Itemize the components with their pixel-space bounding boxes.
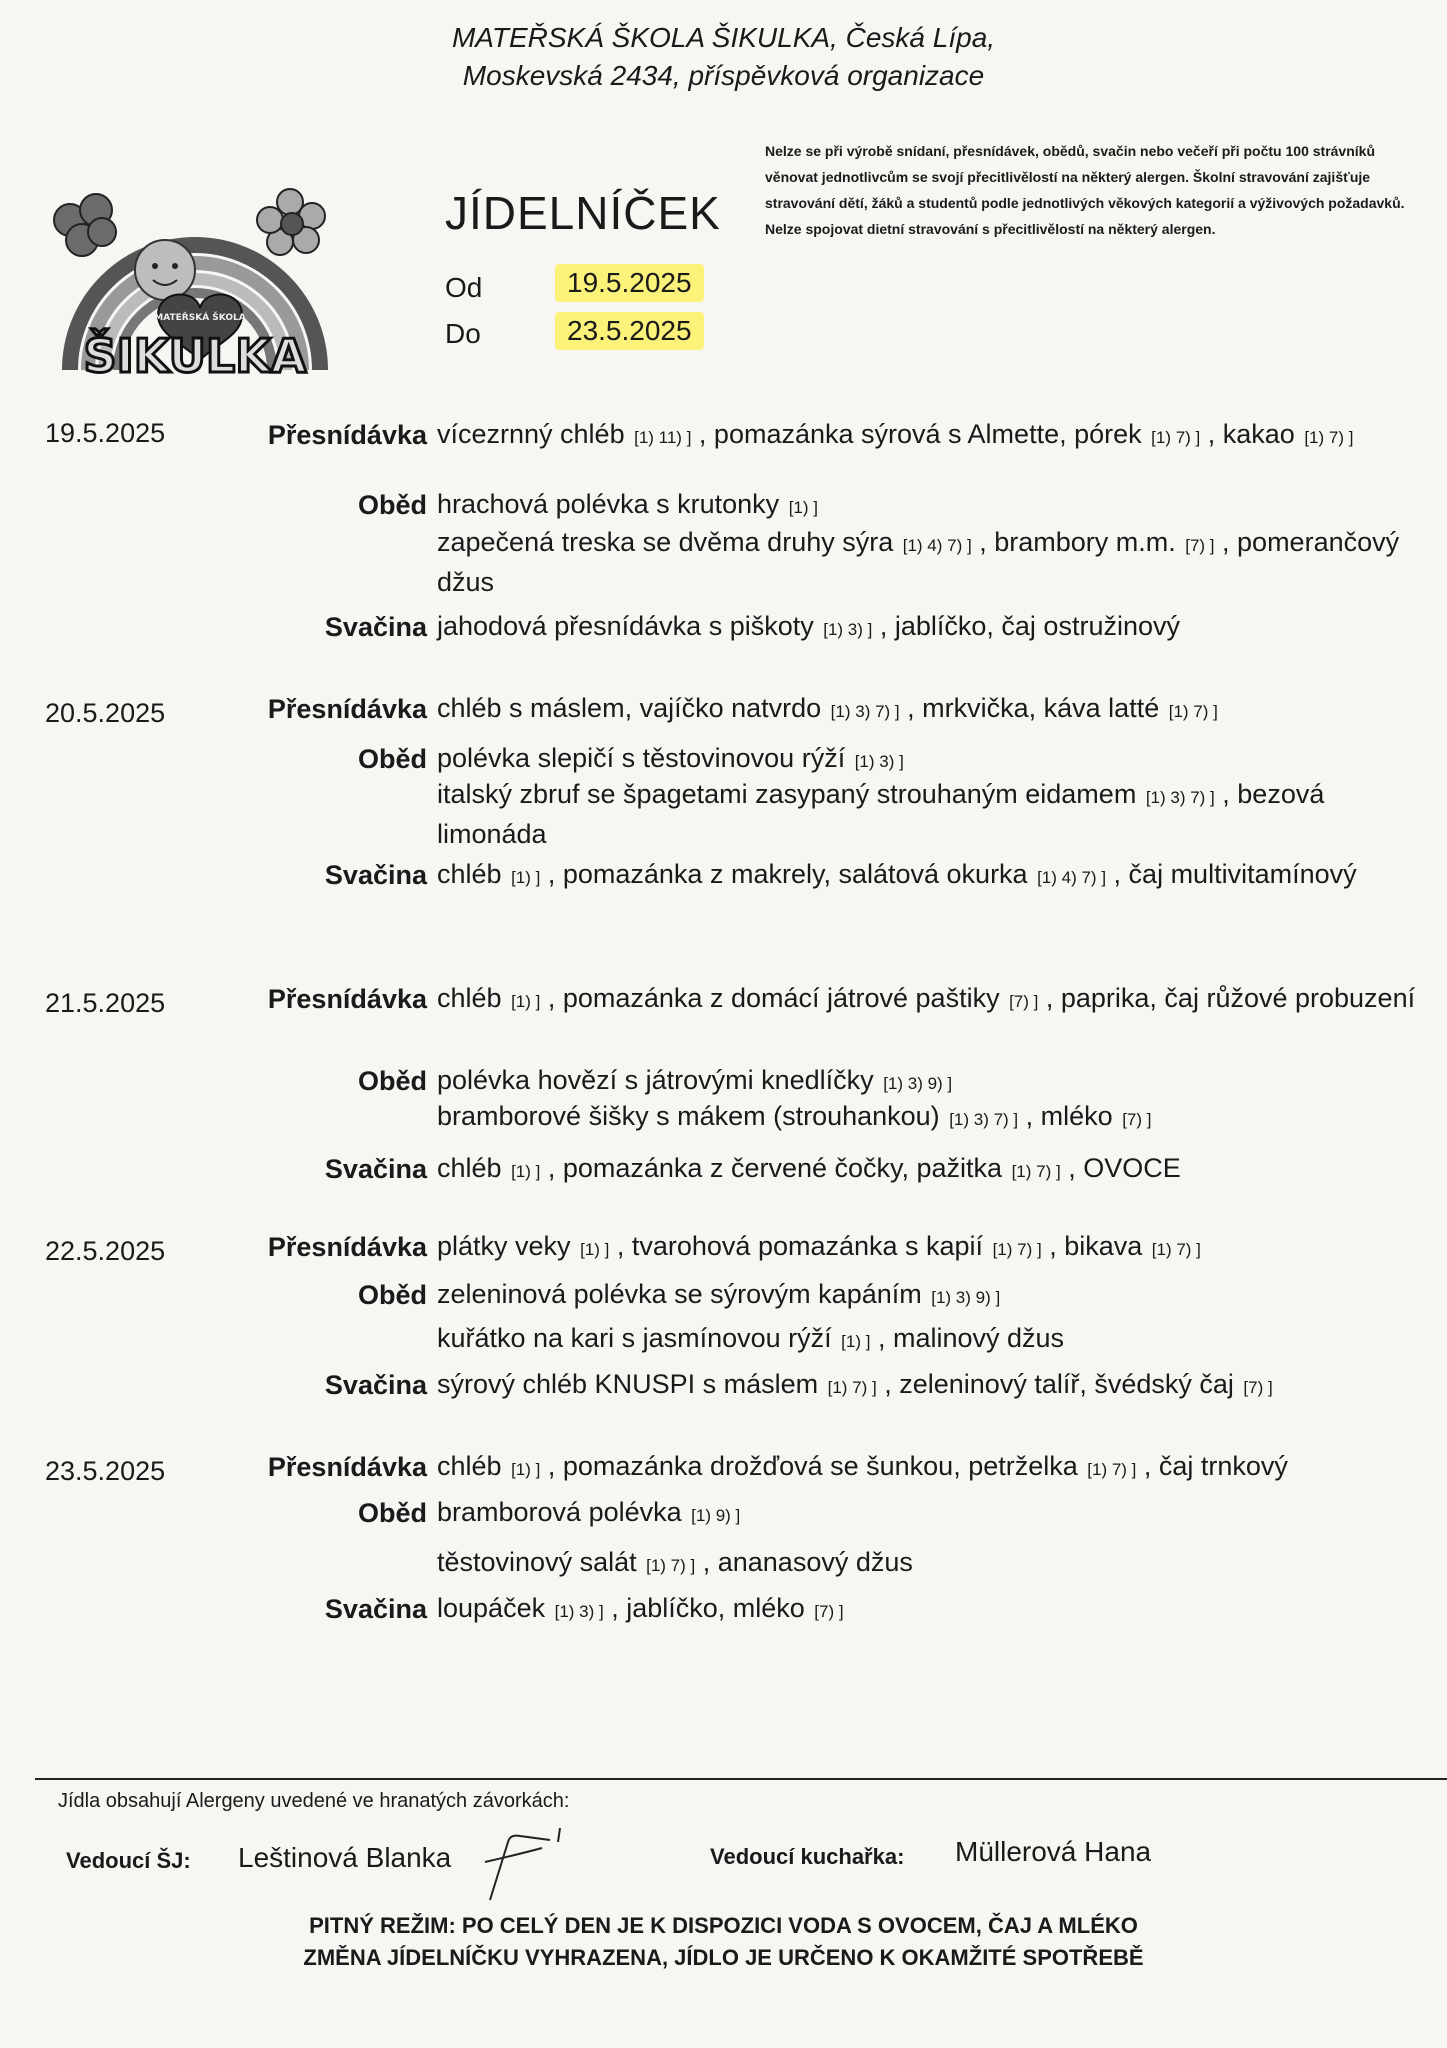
allergen-codes: [1) 3) 7) ]	[949, 1110, 1019, 1129]
allergen-codes: [1) 3) 9) ]	[931, 1288, 1001, 1307]
food-text: kuřátko na kari s jasmínovou rýží	[437, 1323, 840, 1353]
signature	[480, 1822, 570, 1902]
food-text: , zeleninový talíř, švédský čaj	[876, 1369, 1242, 1399]
allergen-codes: [1) 7) ]	[1087, 1460, 1137, 1479]
meal-label-svacina: Svačina	[324, 1594, 427, 1624]
food-text: , čaj multivitamínový	[1106, 859, 1357, 889]
date-from-value: 19.5.2025	[555, 264, 704, 302]
allergen-notice: Nelze se při výrobě snídaní, přesnídávek, obědů, svačin nebo večeří při počtu 100 strávníků věnovat jednotlivcům se svojí přecitlivělostí na některý alergen. Školní stravování zajišťuje stravování dětí, žáků a studentů podle jednotlivých věkových kategorií a výživových požadavků. Nelze spojovat dietní stravování s přecitlivělostí na některý alergen.	[765, 143, 1405, 237]
meal-label-obed: Oběd	[357, 1498, 427, 1528]
obed-main	[437, 1320, 1427, 1360]
presnidavka-items	[437, 416, 1427, 456]
obed-main	[437, 776, 1427, 852]
allergen-codes: [7) ]	[1122, 1110, 1152, 1129]
food-text: chléb	[437, 983, 510, 1013]
meal-label-presnidavka: Přesnídávka	[267, 984, 427, 1014]
food-text: chléb	[437, 1153, 510, 1183]
school-name-line2: Moskevská 2434, příspěvková organizace	[462, 60, 985, 91]
presnidavka-items	[437, 980, 1427, 1020]
svacina-items	[437, 856, 1427, 896]
lead-name: Leštinová Blanka	[238, 1842, 452, 1873]
food-text: , OVOCE	[1060, 1153, 1181, 1183]
cook-label: Vedoucí kuchařka:	[710, 1844, 905, 1869]
allergen-codes: [7) ]	[1243, 1378, 1273, 1397]
page-title: JÍDELNÍČEK	[445, 187, 721, 239]
food-text: chléb s máslem, vajíčko natvrdo	[437, 693, 829, 723]
meal-label-presnidavka: Přesnídávka	[267, 420, 427, 450]
allergen-codes: [7) ]	[814, 1602, 844, 1621]
allergen-codes: [1) ]	[841, 1332, 871, 1351]
meal-label-obed: Oběd	[357, 1280, 427, 1310]
allergen-codes: [1) ]	[511, 1162, 541, 1181]
allergen-codes: [1) 3) 9) ]	[883, 1074, 953, 1093]
obed-soup	[437, 740, 1427, 780]
allergen-codes: [1) 3) 7) ]	[830, 702, 900, 721]
allergen-codes: [1) 7) ]	[1168, 702, 1218, 721]
food-text: italský zbruf se špagetami zasypaný strouhaným eidamem	[437, 779, 1144, 809]
food-text: těstovinový salát	[437, 1547, 645, 1577]
food-text: , pomerančový džus	[437, 527, 1400, 597]
food-text: , mléko	[1018, 1101, 1121, 1131]
meal-label-obed: Oběd	[357, 490, 427, 520]
food-text: , čaj trnkový	[1136, 1451, 1288, 1481]
allergen-codes: [1) 7) ]	[1304, 428, 1354, 447]
meal-label-presnidavka: Přesnídávka	[267, 1452, 427, 1482]
food-text: sýrový chléb KNUSPI s máslem	[437, 1369, 826, 1399]
logo-text: ŠIKULKA	[83, 329, 307, 380]
food-text: , mrkvička, káva latté	[899, 693, 1167, 723]
day-date: 19.5.2025	[45, 418, 166, 448]
food-text: , tvarohová pomazánka s kapií	[609, 1231, 991, 1261]
day-date: 20.5.2025	[45, 698, 166, 728]
cook-name: Müllerová Hana	[955, 1836, 1152, 1867]
allergen-codes: [1) ]	[511, 1460, 541, 1479]
food-text: , jablíčko, mléko	[603, 1593, 813, 1623]
allergen-codes: [1) 9) ]	[691, 1506, 741, 1525]
drinking-regime	[0, 1910, 1447, 1974]
food-text: bramborové šišky s mákem (strouhankou)	[437, 1101, 948, 1131]
meal-label-svacina: Svačina	[324, 860, 427, 890]
meal-label-obed: Oběd	[357, 1066, 427, 1096]
obed-soup	[437, 1062, 1427, 1102]
meal-label-obed: Oběd	[357, 744, 427, 774]
food-text: , kakao	[1200, 419, 1303, 449]
meal-label-svacina: Svačina	[324, 1154, 427, 1184]
food-text: , pomazánka drožďová se šunkou, petrželka	[540, 1451, 1086, 1481]
obed-main	[437, 524, 1427, 600]
obed-soup	[437, 1276, 1427, 1316]
allergen-codes: [1) 3) ]	[823, 620, 873, 639]
allergen-codes: [1) 3) ]	[854, 752, 904, 771]
obed-soup	[437, 486, 1427, 526]
food-text: chléb	[437, 859, 510, 889]
svacina-items	[437, 608, 1427, 648]
day-date: 22.5.2025	[45, 1236, 166, 1266]
lead-label: Vedoucí ŠJ:	[66, 1848, 191, 1873]
allergen-codes: [1) 3) ]	[554, 1602, 604, 1621]
allergen-codes: [1) ]	[511, 992, 541, 1011]
allergen-codes: [1) 3) 7) ]	[1145, 788, 1215, 807]
allergen-codes: [1) 7) ]	[1011, 1162, 1061, 1181]
school-name-line1: MATEŘSKÁ ŠKOLA ŠIKULKA, Česká Lípa,	[451, 22, 996, 53]
svacina-items	[437, 1590, 1427, 1630]
food-text: loupáček	[437, 1593, 553, 1623]
allergen-codes: [1) 7) ]	[1151, 428, 1201, 447]
allergen-codes: [1) ]	[788, 498, 818, 517]
school-logo	[40, 170, 350, 380]
allergen-codes: [1) 4) 7) ]	[1037, 868, 1107, 887]
food-text: jahodová přesnídávka s piškoty	[437, 611, 822, 641]
allergen-codes: [1) 7) ]	[992, 1240, 1042, 1259]
food-text: bramborová polévka	[437, 1497, 690, 1527]
meal-label-presnidavka: Přesnídávka	[267, 694, 427, 724]
food-text: , pomazánka z červené čočky, pažitka	[540, 1153, 1010, 1183]
meal-label-presnidavka: Přesnídávka	[267, 1232, 427, 1262]
food-text: zapečená treska se dvěma druhy sýra	[437, 527, 901, 557]
obed-soup	[437, 1494, 1427, 1534]
drinking-regime-line1: PITNÝ REŽIM: PO CELÝ DEN JE K DISPOZICI VODA S OVOCEM, ČAJ A MLÉKO	[309, 1913, 1138, 1938]
food-text: zeleninová polévka se sýrovým kapáním	[437, 1279, 930, 1309]
allergen-codes: [1) 7) ]	[827, 1378, 877, 1397]
food-text: , pomazánka z makrely, salátová okurka	[540, 859, 1036, 889]
presnidavka-items	[437, 1228, 1427, 1268]
presnidavka-items	[437, 1448, 1427, 1488]
day-date: 21.5.2025	[45, 988, 166, 1018]
food-text: , ananasový džus	[695, 1547, 913, 1577]
food-text: polévka slepičí s těstovinovou rýží	[437, 743, 853, 773]
meal-label-svacina: Svačina	[324, 612, 427, 642]
date-to-value: 23.5.2025	[555, 312, 704, 350]
date-from-label: Od	[445, 272, 483, 303]
allergen-codes: [1) 7) ]	[1151, 1240, 1201, 1259]
date-to-label: Do	[445, 318, 481, 349]
allergen-codes: [1) 11) ]	[634, 428, 692, 447]
food-text: hrachová polévka s krutonky	[437, 489, 787, 519]
footer-divider	[35, 1778, 1447, 1780]
food-text: , bezová limonáda	[437, 779, 1325, 849]
food-text: , jablíčko, čaj ostružinový	[872, 611, 1180, 641]
allergen-codes: [1) ]	[580, 1240, 610, 1259]
menu-change-line2: ZMĚNA JÍDELNÍČKU VYHRAZENA, JÍDLO JE URČENO K OKAMŽITÉ SPOTŘEBĚ	[303, 1945, 1144, 1970]
food-text: plátky veky	[437, 1231, 579, 1261]
food-text: chléb	[437, 1451, 510, 1481]
obed-main	[437, 1098, 1427, 1138]
food-text: , paprika, čaj růžové probuzení	[1038, 983, 1416, 1013]
food-text: , brambory m.m.	[971, 527, 1184, 557]
food-text: , pomazánka sýrová s Almette, pórek	[691, 419, 1150, 449]
presnidavka-items	[437, 690, 1427, 730]
food-text: , malinový džus	[870, 1323, 1065, 1353]
svacina-items	[437, 1150, 1427, 1190]
allergens-note: Jídla obsahují Alergeny uvedené ve hranatých závorkách:	[58, 1790, 570, 1812]
meal-label-svacina: Svačina	[324, 1370, 427, 1400]
food-text: polévka hovězí s játrovými knedlíčky	[437, 1065, 882, 1095]
allergen-codes: [1) 7) ]	[646, 1556, 696, 1575]
allergen-codes: [7) ]	[1009, 992, 1039, 1011]
svacina-items	[437, 1366, 1427, 1406]
obed-main	[437, 1544, 1427, 1584]
allergen-codes: [1) 4) 7) ]	[902, 536, 972, 555]
allergen-codes: [7) ]	[1185, 536, 1215, 555]
food-text: , pomazánka z domácí játrové paštiky	[540, 983, 1008, 1013]
food-text: , bikava	[1041, 1231, 1150, 1261]
food-text: vícezrnný chléb	[437, 419, 633, 449]
logo-small-text: MATEŘSKÁ ŠKOLA	[154, 313, 246, 323]
day-date: 23.5.2025	[45, 1456, 166, 1486]
allergen-codes: [1) ]	[511, 868, 541, 887]
